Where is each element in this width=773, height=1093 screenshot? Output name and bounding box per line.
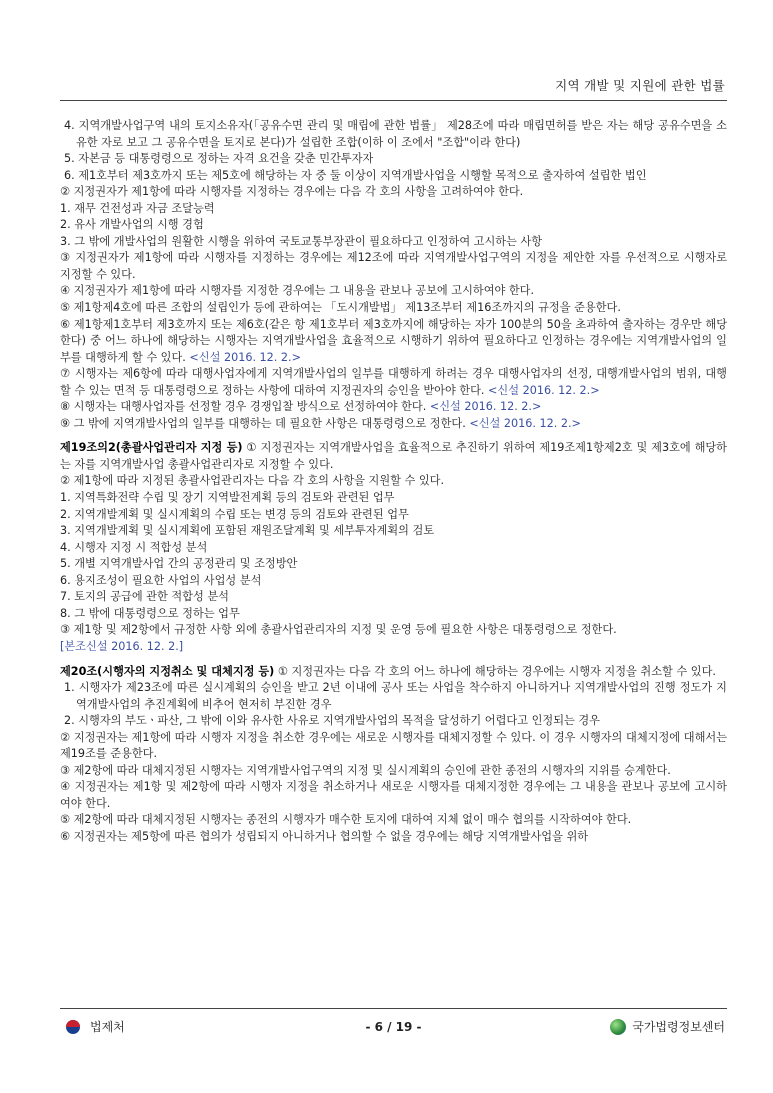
item-5: 5. 자본금 등 대통령령으로 정하는 자격 요건을 갖춘 민간투자자 [64,152,374,166]
amendment-tag: <신설 2016. 12. 2.> [469,416,581,430]
article-19-2-item-1: 1. 지역특화전략 수립 및 장기 지역발전계획 등의 검토와 관련된 업무 [60,491,395,505]
paragraph-2-item-1: 1. 재무 건전성과 자금 조달능력 [60,201,215,215]
amendment-tag: <신설 2016. 12. 2.> [189,350,301,364]
paragraph-9 [60,416,727,433]
article-20-item-2: 2. 시행자의 부도ㆍ파산, 그 밖에 이와 유사한 사유로 지역개발사업의 목적을 달성하기 어렵다고 인정되는 경우 [64,714,600,728]
page-footer [60,1016,727,1038]
article-20-title: 제20조(시행자의 지정취소 및 대체지정 등) [60,664,275,678]
paragraph-5: ⑤ 제1항제4호에 따른 조합의 설립인가 등에 관하여는 「도시개발법」 제13조부터 제16조까지의 규정을 준용한다. [60,301,621,315]
article-19-2-paragraph-2: ② 제1항에 따라 지정된 총괄사업관리자는 다음 각 호의 사항을 지원할 수 있다. [60,474,445,488]
article-20-p1-text: ① 지정권자는 다음 각 호의 어느 하나에 해당하는 경우에는 시행자 지정을 취소할 수 있다. [277,664,716,678]
article-19-2-item-3: 3. 지역개발계획 및 실시계획에 포함된 재원조달계획 및 세부투자계획의 검토 [60,524,435,538]
footer-publisher: 법제처 [90,1020,125,1034]
paragraph-7 [60,366,727,399]
paragraph-2: ② 지정권자가 제1항에 따라 시행자를 지정하는 경우에는 다음 각 호의 사항을 고려하여야 한다. [60,185,524,199]
paragraph-8 [60,399,727,416]
paragraph-3: ③ 지정권자가 제1항에 따라 시행자를 지정하는 경우에는 제12조에 따라 지역개발사업구역의 지정을 제안한 자를 우선적으로 시행자로 지정할 수 있다. [60,251,727,281]
article-19-2-item-8: 8. 그 밖에 대통령령으로 정하는 업무 [60,606,240,620]
amendment-tag: <신설 2016. 12. 2.> [488,383,600,397]
article-19-2-enactment-tag: [본조신설 2016. 12. 2.] [60,639,184,653]
paragraph-9-text: ⑨ 그 밖에 지역개발사업의 일부를 대행하는 데 필요한 사항은 대통령령으로 정한다. [60,416,466,430]
article-19-2-item-7: 7. 토지의 공급에 관한 적합성 분석 [60,590,229,604]
article-20-paragraph-6: ⑥ 지정권자는 제5항에 따른 협의가 성립되지 아니하거나 협의할 수 없을 경우에는 해당 지역개발사업을 위하 [60,829,589,843]
paragraph-6-text: ⑥ 제1항제1호부터 제3호까지 또는 제6호(같은 항 제1호부터 제3호까지에 해당하는 자가 100분의 50을 초과하여 출자하는 경우만 해당한다) 중 어느 하나에 해당하는 시행자는 지역개발사업을 효율적으로 시행하기 위하여 필요하다고 인정하는 경우에는 지역개발사업의 일부를 대행하게 할 수 있다. [60,317,727,364]
article-20-paragraph-5: ⑤ 제2항에 따라 대체지정된 시행자는 종전의 시행자가 매수한 토지에 대하여 지체 없이 매수 협의를 시작하여야 한다. [60,813,632,827]
article-19-2-item-4: 4. 시행자 지정 시 적합성 분석 [60,540,208,554]
page-number: - 6 / 19 - [365,1020,422,1034]
article-19-2-item-6: 6. 용지조성이 필요한 사업의 사업성 분석 [60,573,262,587]
article-19-2-paragraph-1 [60,440,727,473]
paragraph-2-item-2: 2. 유사 개발사업의 시행 경험 [60,218,204,232]
paragraph-8-text: ⑧ 시행자는 대행사업자를 선정할 경우 경쟁입찰 방식으로 선정하여야 한다. [60,400,427,414]
item-6: 6. 제1호부터 제3호까지 또는 제5호에 해당하는 자 중 둘 이상이 지역개발사업을 시행할 목적으로 출자하여 설립한 법인 [64,168,647,182]
header-divider [60,100,727,101]
footer-source: 국가법령정보센터 [632,1020,725,1034]
article-19-2-p1-text: ① 지정권자는 지역개발사업을 효율적으로 추진하기 위하여 제19조제1항제2호 및 제3호에 해당하는 자를 지역개발사업 총괄사업관리자로 지정할 수 있다. [60,441,727,471]
globe-logo-icon [610,1019,626,1035]
item-4: 4. 지역개발사업구역 내의 토지소유자(「공유수면 관리 및 매립에 관한 법률」 제28조에 따라 매립면허를 받은 자는 해당 공유수면을 소유한 자로 보고 그 공유수면을 토지로 본다)가 설립한 조합(이하 이 조에서 "조합"이라 한다) [64,119,727,149]
paragraph-6 [60,317,727,367]
article-20-paragraph-3: ③ 제2항에 따라 대체지정된 시행자는 지역개발사업구역의 지정 및 실시계획의 승인에 관한 종전의 시행자의 지위를 승계한다. [60,763,671,777]
header-law-title: 지역 개발 및 지원에 관한 법률 [555,78,725,93]
footer-right [610,1018,725,1035]
article-20-item-1: 1. 시행자가 제23조에 따른 실시계획의 승인을 받고 2년 이내에 공사 또는 사업을 착수하지 아니하거나 지역개발사업의 진행 정도가 지역개발사업의 추진계획에 비추어 현저히 부진한 경우 [64,681,727,711]
document-body [60,118,727,846]
paragraph-4: ④ 지정권자가 제1항에 따라 시행자를 지정한 경우에는 그 내용을 관보나 공보에 고시하여야 한다. [60,284,535,298]
article-19-2-item-5: 5. 개별 지역개발사업 간의 공정관리 및 조정방안 [60,557,298,571]
amendment-tag: <신설 2016. 12. 2.> [429,400,542,414]
paragraph-7-text: ⑦ 시행자는 제6항에 따라 대행사업자에게 지역개발사업의 일부를 대행하게 하려는 경우 대행사업자의 선정, 대행개발사업의 범위, 대행할 수 있는 면적 등 대통령령으로 정하는 사항에 대하여 지정권자의 승인을 받아야 한다. [60,367,727,397]
article-19-2-item-2: 2. 지역개발계획 및 실시계획의 수립 또는 변경 등의 검토와 관련된 업무 [60,507,409,521]
article-20-paragraph-1 [60,664,727,681]
article-20-paragraph-2: ② 지정권자는 제1항에 따라 시행자 지정을 취소한 경우에는 새로운 시행자를 대체지정할 수 있다. 이 경우 시행자의 대체지정에 대해서는 제19조를 준용한다. [60,730,727,761]
footer-divider [60,1008,727,1009]
article-19-2-paragraph-3: ③ 제1항 및 제2항에서 규정한 사항 외에 총괄사업관리자의 지정 및 운영 등에 필요한 사항은 대통령령으로 정한다. [60,623,617,637]
article-19-2-title: 제19조의2(총괄사업관리자 지정 등) [60,441,243,455]
paragraph-2-item-3: 3. 그 밖에 개발사업의 원활한 시행을 위하여 국토교통부장관이 필요하다고 인정하여 고시하는 사항 [60,234,543,248]
article-20-paragraph-4: ④ 지정권자는 제1항 및 제2항에 따라 시행자 지정을 취소하거나 새로운 시행자를 대체지정한 경우에는 그 내용을 관보나 공보에 고시하여야 한다. [60,780,727,810]
